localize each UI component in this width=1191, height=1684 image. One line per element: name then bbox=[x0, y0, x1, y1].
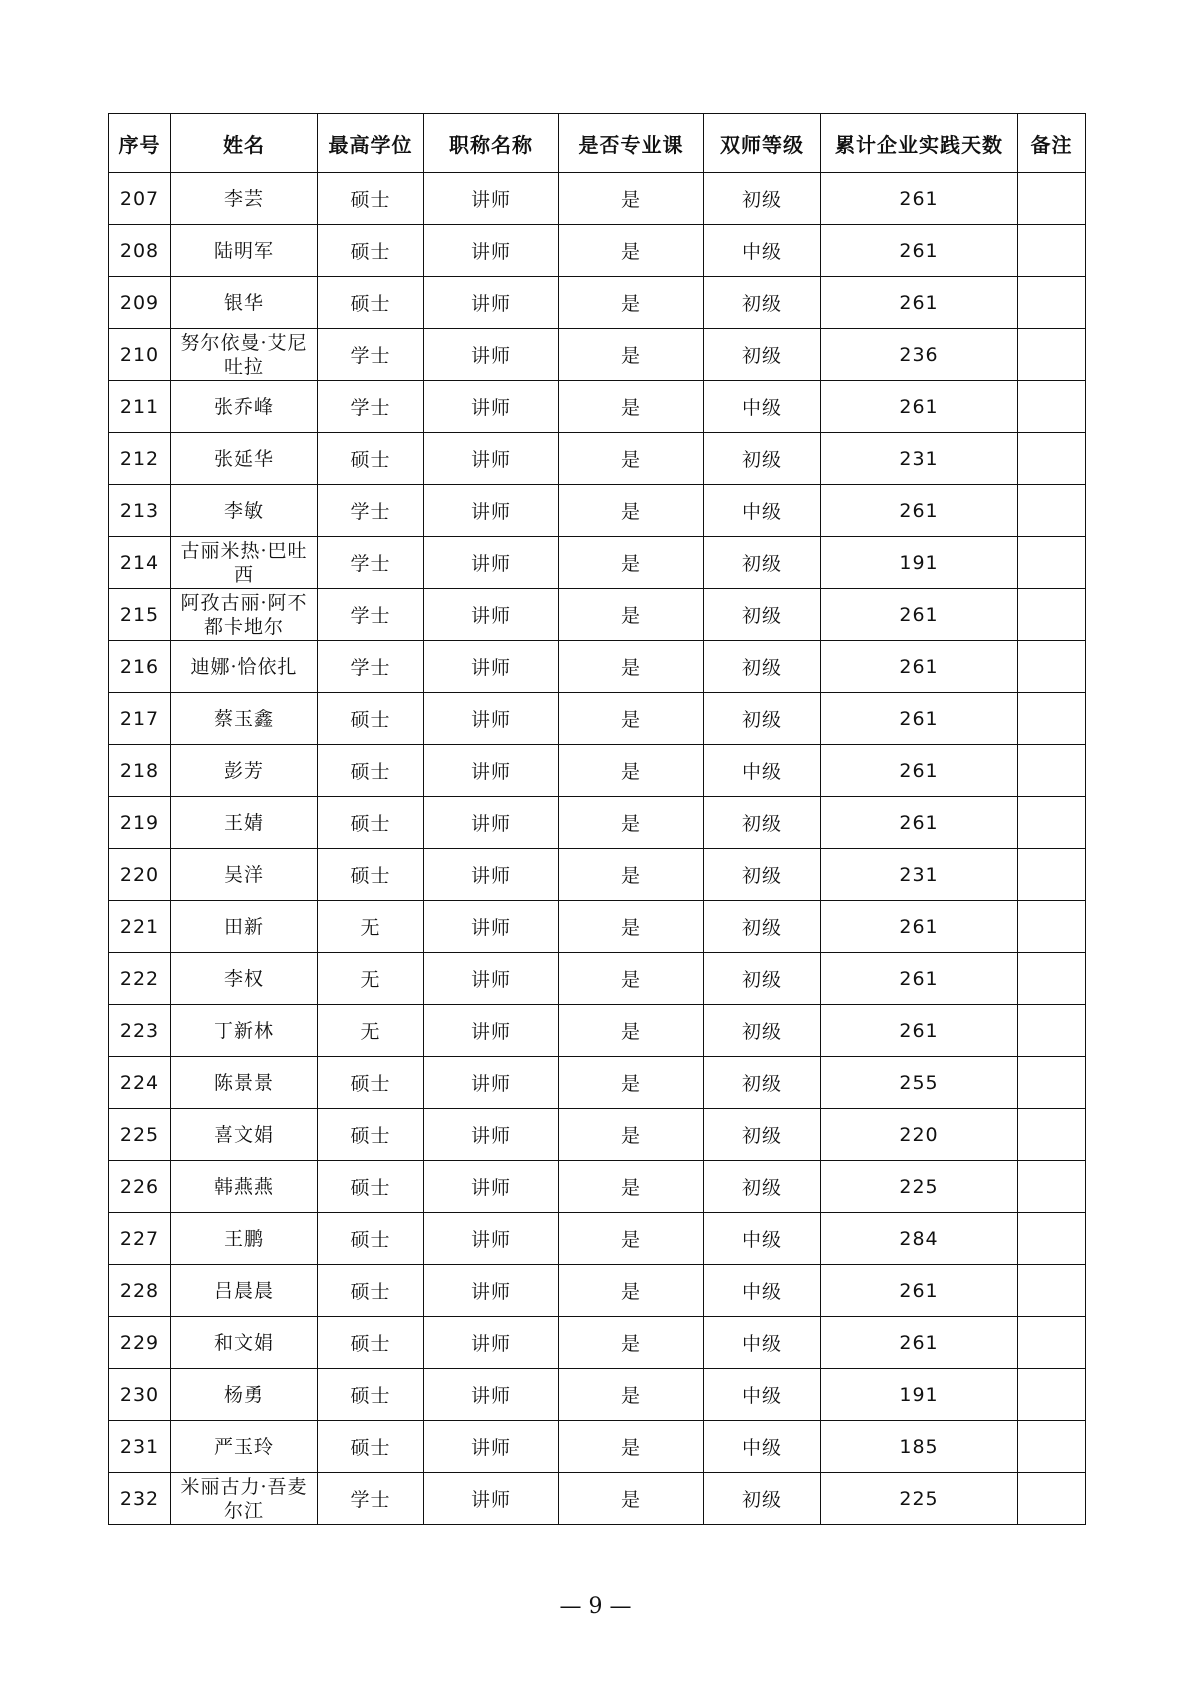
cell-serial: 216 bbox=[109, 641, 171, 693]
cell-serial: 227 bbox=[109, 1213, 171, 1265]
cell-note bbox=[1018, 953, 1086, 1005]
cell-note bbox=[1018, 849, 1086, 901]
cell-serial: 220 bbox=[109, 849, 171, 901]
cell-serial: 223 bbox=[109, 1005, 171, 1057]
cell-degree: 硕士 bbox=[318, 433, 424, 485]
cell-dual-level: 初级 bbox=[704, 953, 821, 1005]
cell-practice-days: 261 bbox=[821, 901, 1018, 953]
cell-major-course: 是 bbox=[559, 849, 704, 901]
cell-major-course: 是 bbox=[559, 277, 704, 329]
cell-name bbox=[171, 1057, 318, 1109]
cell-serial: 207 bbox=[109, 173, 171, 225]
table-row bbox=[109, 1057, 1086, 1109]
cell-dual-level: 初级 bbox=[704, 1473, 821, 1525]
cell-degree: 硕士 bbox=[318, 1109, 424, 1161]
cell-name bbox=[171, 277, 318, 329]
cell-name bbox=[171, 953, 318, 1005]
cell-practice-days: 261 bbox=[821, 589, 1018, 641]
table-header-row bbox=[109, 114, 1086, 173]
header-degree: 最高学位 bbox=[318, 114, 424, 173]
cell-dual-level: 初级 bbox=[704, 1161, 821, 1213]
cell-dual-level: 初级 bbox=[704, 849, 821, 901]
cell-note bbox=[1018, 1421, 1086, 1473]
cell-serial: 215 bbox=[109, 589, 171, 641]
cell-serial: 230 bbox=[109, 1369, 171, 1421]
cell-title: 讲师 bbox=[424, 849, 559, 901]
cell-name-text: 吕晨晨 bbox=[213, 1279, 274, 1302]
cell-name bbox=[171, 381, 318, 433]
cell-name-text: 王鹏 bbox=[223, 1227, 264, 1250]
cell-practice-days: 261 bbox=[821, 641, 1018, 693]
cell-practice-days: 261 bbox=[821, 225, 1018, 277]
table-row bbox=[109, 589, 1086, 641]
table-row bbox=[109, 641, 1086, 693]
cell-dual-level: 初级 bbox=[704, 901, 821, 953]
cell-name-text: 古丽米热·巴吐西 bbox=[180, 539, 308, 586]
cell-title: 讲师 bbox=[424, 485, 559, 537]
cell-note bbox=[1018, 433, 1086, 485]
cell-title: 讲师 bbox=[424, 537, 559, 589]
cell-major-course: 是 bbox=[559, 797, 704, 849]
table-row bbox=[109, 1473, 1086, 1525]
table-row bbox=[109, 953, 1086, 1005]
cell-major-course: 是 bbox=[559, 173, 704, 225]
cell-major-course: 是 bbox=[559, 693, 704, 745]
cell-practice-days: 284 bbox=[821, 1213, 1018, 1265]
page-number: — 9 — bbox=[559, 1594, 632, 1619]
cell-dual-level: 初级 bbox=[704, 641, 821, 693]
cell-name bbox=[171, 1421, 318, 1473]
cell-practice-days: 220 bbox=[821, 1109, 1018, 1161]
cell-name bbox=[171, 1317, 318, 1369]
cell-practice-days: 236 bbox=[821, 329, 1018, 381]
cell-name bbox=[171, 797, 318, 849]
cell-title: 讲师 bbox=[424, 1369, 559, 1421]
cell-practice-days: 225 bbox=[821, 1473, 1018, 1525]
cell-title: 讲师 bbox=[424, 381, 559, 433]
cell-serial: 218 bbox=[109, 745, 171, 797]
cell-note bbox=[1018, 537, 1086, 589]
cell-major-course: 是 bbox=[559, 901, 704, 953]
table-body bbox=[109, 173, 1086, 1525]
cell-degree: 无 bbox=[318, 1005, 424, 1057]
cell-title: 讲师 bbox=[424, 1421, 559, 1473]
cell-serial: 210 bbox=[109, 329, 171, 381]
cell-major-course: 是 bbox=[559, 485, 704, 537]
table-row bbox=[109, 797, 1086, 849]
cell-major-course: 是 bbox=[559, 641, 704, 693]
table-row bbox=[109, 277, 1086, 329]
cell-name bbox=[171, 433, 318, 485]
cell-major-course: 是 bbox=[559, 1161, 704, 1213]
cell-name bbox=[171, 901, 318, 953]
cell-practice-days: 261 bbox=[821, 1317, 1018, 1369]
cell-degree: 硕士 bbox=[318, 277, 424, 329]
cell-major-course: 是 bbox=[559, 1473, 704, 1525]
cell-title: 讲师 bbox=[424, 277, 559, 329]
cell-title: 讲师 bbox=[424, 797, 559, 849]
cell-major-course: 是 bbox=[559, 329, 704, 381]
cell-practice-days: 255 bbox=[821, 1057, 1018, 1109]
cell-note bbox=[1018, 1057, 1086, 1109]
cell-name-text: 王婧 bbox=[223, 811, 264, 834]
cell-name-text: 严玉玲 bbox=[213, 1435, 274, 1458]
cell-dual-level: 初级 bbox=[704, 1109, 821, 1161]
cell-note bbox=[1018, 1369, 1086, 1421]
cell-major-course: 是 bbox=[559, 537, 704, 589]
cell-major-course: 是 bbox=[559, 589, 704, 641]
cell-practice-days: 261 bbox=[821, 277, 1018, 329]
cell-dual-level: 初级 bbox=[704, 797, 821, 849]
cell-serial: 213 bbox=[109, 485, 171, 537]
cell-degree: 学士 bbox=[318, 589, 424, 641]
cell-note bbox=[1018, 797, 1086, 849]
cell-name-text: 米丽古力·吾麦尔江 bbox=[180, 1475, 308, 1522]
cell-serial: 226 bbox=[109, 1161, 171, 1213]
cell-major-course: 是 bbox=[559, 1057, 704, 1109]
cell-title: 讲师 bbox=[424, 225, 559, 277]
header-serial: 序号 bbox=[109, 114, 171, 173]
cell-serial: 208 bbox=[109, 225, 171, 277]
cell-name-text: 陈景景 bbox=[213, 1071, 274, 1094]
table-row bbox=[109, 381, 1086, 433]
table-row bbox=[109, 1109, 1086, 1161]
cell-major-course: 是 bbox=[559, 225, 704, 277]
cell-degree: 硕士 bbox=[318, 1057, 424, 1109]
cell-serial: 229 bbox=[109, 1317, 171, 1369]
cell-practice-days: 261 bbox=[821, 485, 1018, 537]
cell-name-text: 和文娟 bbox=[213, 1331, 274, 1354]
cell-note bbox=[1018, 1473, 1086, 1525]
cell-name bbox=[171, 1473, 318, 1525]
cell-name-text: 丁新林 bbox=[213, 1019, 274, 1042]
cell-major-course: 是 bbox=[559, 433, 704, 485]
cell-name bbox=[171, 225, 318, 277]
cell-note bbox=[1018, 173, 1086, 225]
cell-dual-level: 初级 bbox=[704, 277, 821, 329]
cell-serial: 222 bbox=[109, 953, 171, 1005]
table-row bbox=[109, 537, 1086, 589]
cell-note bbox=[1018, 225, 1086, 277]
cell-name-text: 喜文娟 bbox=[213, 1123, 274, 1146]
cell-name bbox=[171, 1213, 318, 1265]
cell-degree: 学士 bbox=[318, 485, 424, 537]
cell-practice-days: 261 bbox=[821, 693, 1018, 745]
cell-name-text: 张延华 bbox=[213, 447, 274, 470]
cell-major-course: 是 bbox=[559, 1265, 704, 1317]
cell-name-text: 杨勇 bbox=[223, 1383, 264, 1406]
cell-degree: 硕士 bbox=[318, 1421, 424, 1473]
cell-serial: 214 bbox=[109, 537, 171, 589]
cell-practice-days: 231 bbox=[821, 849, 1018, 901]
cell-title: 讲师 bbox=[424, 1161, 559, 1213]
cell-serial: 221 bbox=[109, 901, 171, 953]
cell-dual-level: 初级 bbox=[704, 433, 821, 485]
cell-serial: 224 bbox=[109, 1057, 171, 1109]
cell-degree: 硕士 bbox=[318, 1161, 424, 1213]
cell-name bbox=[171, 1109, 318, 1161]
cell-name bbox=[171, 1161, 318, 1213]
cell-practice-days: 231 bbox=[821, 433, 1018, 485]
cell-note bbox=[1018, 277, 1086, 329]
cell-title: 讲师 bbox=[424, 745, 559, 797]
cell-name-text: 李权 bbox=[223, 967, 264, 990]
cell-name-text: 迪娜·恰依扎 bbox=[190, 655, 298, 678]
cell-serial: 212 bbox=[109, 433, 171, 485]
cell-dual-level: 中级 bbox=[704, 1421, 821, 1473]
table-row bbox=[109, 901, 1086, 953]
cell-major-course: 是 bbox=[559, 745, 704, 797]
header-title: 职称名称 bbox=[424, 114, 559, 173]
cell-name-text: 李芸 bbox=[223, 187, 264, 210]
cell-title: 讲师 bbox=[424, 693, 559, 745]
cell-name bbox=[171, 1369, 318, 1421]
cell-degree: 硕士 bbox=[318, 1369, 424, 1421]
cell-name bbox=[171, 537, 318, 589]
cell-degree: 硕士 bbox=[318, 797, 424, 849]
cell-degree: 学士 bbox=[318, 1473, 424, 1525]
cell-dual-level: 初级 bbox=[704, 537, 821, 589]
cell-serial: 211 bbox=[109, 381, 171, 433]
cell-dual-level: 中级 bbox=[704, 1317, 821, 1369]
cell-note bbox=[1018, 693, 1086, 745]
teacher-roster-table bbox=[108, 113, 1086, 1525]
cell-degree: 硕士 bbox=[318, 1317, 424, 1369]
cell-dual-level: 初级 bbox=[704, 693, 821, 745]
table-row bbox=[109, 329, 1086, 381]
table-row bbox=[109, 485, 1086, 537]
table-row bbox=[109, 849, 1086, 901]
cell-major-course: 是 bbox=[559, 1369, 704, 1421]
cell-note bbox=[1018, 745, 1086, 797]
cell-dual-level: 中级 bbox=[704, 1265, 821, 1317]
cell-title: 讲师 bbox=[424, 1473, 559, 1525]
table-row bbox=[109, 1317, 1086, 1369]
cell-practice-days: 261 bbox=[821, 953, 1018, 1005]
cell-note bbox=[1018, 1161, 1086, 1213]
cell-title: 讲师 bbox=[424, 901, 559, 953]
table-row bbox=[109, 173, 1086, 225]
cell-note bbox=[1018, 1213, 1086, 1265]
cell-practice-days: 185 bbox=[821, 1421, 1018, 1473]
cell-title: 讲师 bbox=[424, 1265, 559, 1317]
cell-degree: 无 bbox=[318, 901, 424, 953]
cell-degree: 硕士 bbox=[318, 225, 424, 277]
cell-major-course: 是 bbox=[559, 1317, 704, 1369]
cell-practice-days: 261 bbox=[821, 1005, 1018, 1057]
cell-practice-days: 261 bbox=[821, 745, 1018, 797]
cell-note bbox=[1018, 1317, 1086, 1369]
cell-practice-days: 191 bbox=[821, 1369, 1018, 1421]
cell-dual-level: 中级 bbox=[704, 745, 821, 797]
cell-dual-level: 中级 bbox=[704, 1369, 821, 1421]
cell-dual-level: 初级 bbox=[704, 1057, 821, 1109]
cell-major-course: 是 bbox=[559, 953, 704, 1005]
cell-degree: 硕士 bbox=[318, 173, 424, 225]
table-row bbox=[109, 1265, 1086, 1317]
cell-degree: 学士 bbox=[318, 329, 424, 381]
cell-practice-days: 191 bbox=[821, 537, 1018, 589]
cell-note bbox=[1018, 381, 1086, 433]
cell-name-text: 努尔依曼·艾尼吐拉 bbox=[180, 331, 308, 378]
header-practice-days: 累计企业实践天数 bbox=[821, 114, 1018, 173]
cell-name bbox=[171, 173, 318, 225]
cell-dual-level: 初级 bbox=[704, 329, 821, 381]
cell-practice-days: 261 bbox=[821, 797, 1018, 849]
cell-dual-level: 中级 bbox=[704, 1213, 821, 1265]
cell-degree: 学士 bbox=[318, 381, 424, 433]
cell-practice-days: 261 bbox=[821, 173, 1018, 225]
cell-name bbox=[171, 1005, 318, 1057]
cell-title: 讲师 bbox=[424, 433, 559, 485]
cell-title: 讲师 bbox=[424, 1057, 559, 1109]
cell-name bbox=[171, 589, 318, 641]
cell-note bbox=[1018, 1265, 1086, 1317]
header-major-course: 是否专业课 bbox=[559, 114, 704, 173]
cell-serial: 217 bbox=[109, 693, 171, 745]
cell-dual-level: 中级 bbox=[704, 381, 821, 433]
cell-dual-level: 初级 bbox=[704, 589, 821, 641]
table-row bbox=[109, 1369, 1086, 1421]
cell-name-text: 银华 bbox=[223, 291, 264, 314]
cell-serial: 228 bbox=[109, 1265, 171, 1317]
cell-name-text: 阿孜古丽·阿不都卡地尔 bbox=[180, 591, 308, 638]
cell-degree: 硕士 bbox=[318, 693, 424, 745]
cell-title: 讲师 bbox=[424, 953, 559, 1005]
cell-degree: 硕士 bbox=[318, 745, 424, 797]
cell-major-course: 是 bbox=[559, 1421, 704, 1473]
cell-title: 讲师 bbox=[424, 1317, 559, 1369]
cell-degree: 硕士 bbox=[318, 1265, 424, 1317]
cell-note bbox=[1018, 901, 1086, 953]
cell-serial: 209 bbox=[109, 277, 171, 329]
table-row bbox=[109, 745, 1086, 797]
cell-degree: 学士 bbox=[318, 537, 424, 589]
cell-dual-level: 初级 bbox=[704, 1005, 821, 1057]
cell-name bbox=[171, 641, 318, 693]
cell-name bbox=[171, 329, 318, 381]
cell-major-course: 是 bbox=[559, 381, 704, 433]
cell-name-text: 韩燕燕 bbox=[213, 1175, 274, 1198]
cell-serial: 232 bbox=[109, 1473, 171, 1525]
cell-dual-level: 中级 bbox=[704, 485, 821, 537]
cell-title: 讲师 bbox=[424, 1005, 559, 1057]
cell-name bbox=[171, 485, 318, 537]
cell-serial: 219 bbox=[109, 797, 171, 849]
cell-note bbox=[1018, 641, 1086, 693]
cell-name-text: 田新 bbox=[223, 915, 264, 938]
cell-serial: 225 bbox=[109, 1109, 171, 1161]
table-row bbox=[109, 1005, 1086, 1057]
cell-practice-days: 225 bbox=[821, 1161, 1018, 1213]
cell-name bbox=[171, 849, 318, 901]
cell-title: 讲师 bbox=[424, 589, 559, 641]
cell-degree: 学士 bbox=[318, 641, 424, 693]
header-note: 备注 bbox=[1018, 114, 1086, 173]
cell-title: 讲师 bbox=[424, 1213, 559, 1265]
cell-major-course: 是 bbox=[559, 1005, 704, 1057]
cell-name-text: 李敏 bbox=[223, 499, 264, 522]
cell-title: 讲师 bbox=[424, 173, 559, 225]
cell-name-text: 陆明军 bbox=[213, 239, 274, 262]
table-row bbox=[109, 225, 1086, 277]
cell-degree: 硕士 bbox=[318, 849, 424, 901]
header-name: 姓名 bbox=[171, 114, 318, 173]
cell-note bbox=[1018, 1005, 1086, 1057]
cell-title: 讲师 bbox=[424, 329, 559, 381]
cell-name-text: 张乔峰 bbox=[213, 395, 274, 418]
cell-degree: 无 bbox=[318, 953, 424, 1005]
table-row bbox=[109, 693, 1086, 745]
cell-note bbox=[1018, 589, 1086, 641]
cell-title: 讲师 bbox=[424, 1109, 559, 1161]
table-row bbox=[109, 1161, 1086, 1213]
cell-name bbox=[171, 745, 318, 797]
table-row bbox=[109, 1421, 1086, 1473]
cell-dual-level: 中级 bbox=[704, 225, 821, 277]
cell-degree: 硕士 bbox=[318, 1213, 424, 1265]
cell-practice-days: 261 bbox=[821, 1265, 1018, 1317]
cell-name-text: 蔡玉鑫 bbox=[213, 707, 274, 730]
header-dual-level: 双师等级 bbox=[704, 114, 821, 173]
table-row bbox=[109, 1213, 1086, 1265]
cell-name-text: 彭芳 bbox=[223, 759, 264, 782]
cell-name bbox=[171, 693, 318, 745]
cell-major-course: 是 bbox=[559, 1109, 704, 1161]
cell-dual-level: 初级 bbox=[704, 173, 821, 225]
cell-name-text: 吴洋 bbox=[223, 863, 264, 886]
cell-note bbox=[1018, 1109, 1086, 1161]
cell-major-course: 是 bbox=[559, 1213, 704, 1265]
cell-practice-days: 261 bbox=[821, 381, 1018, 433]
cell-note bbox=[1018, 329, 1086, 381]
table-row bbox=[109, 433, 1086, 485]
cell-note bbox=[1018, 485, 1086, 537]
cell-name bbox=[171, 1265, 318, 1317]
cell-serial: 231 bbox=[109, 1421, 171, 1473]
cell-title: 讲师 bbox=[424, 641, 559, 693]
